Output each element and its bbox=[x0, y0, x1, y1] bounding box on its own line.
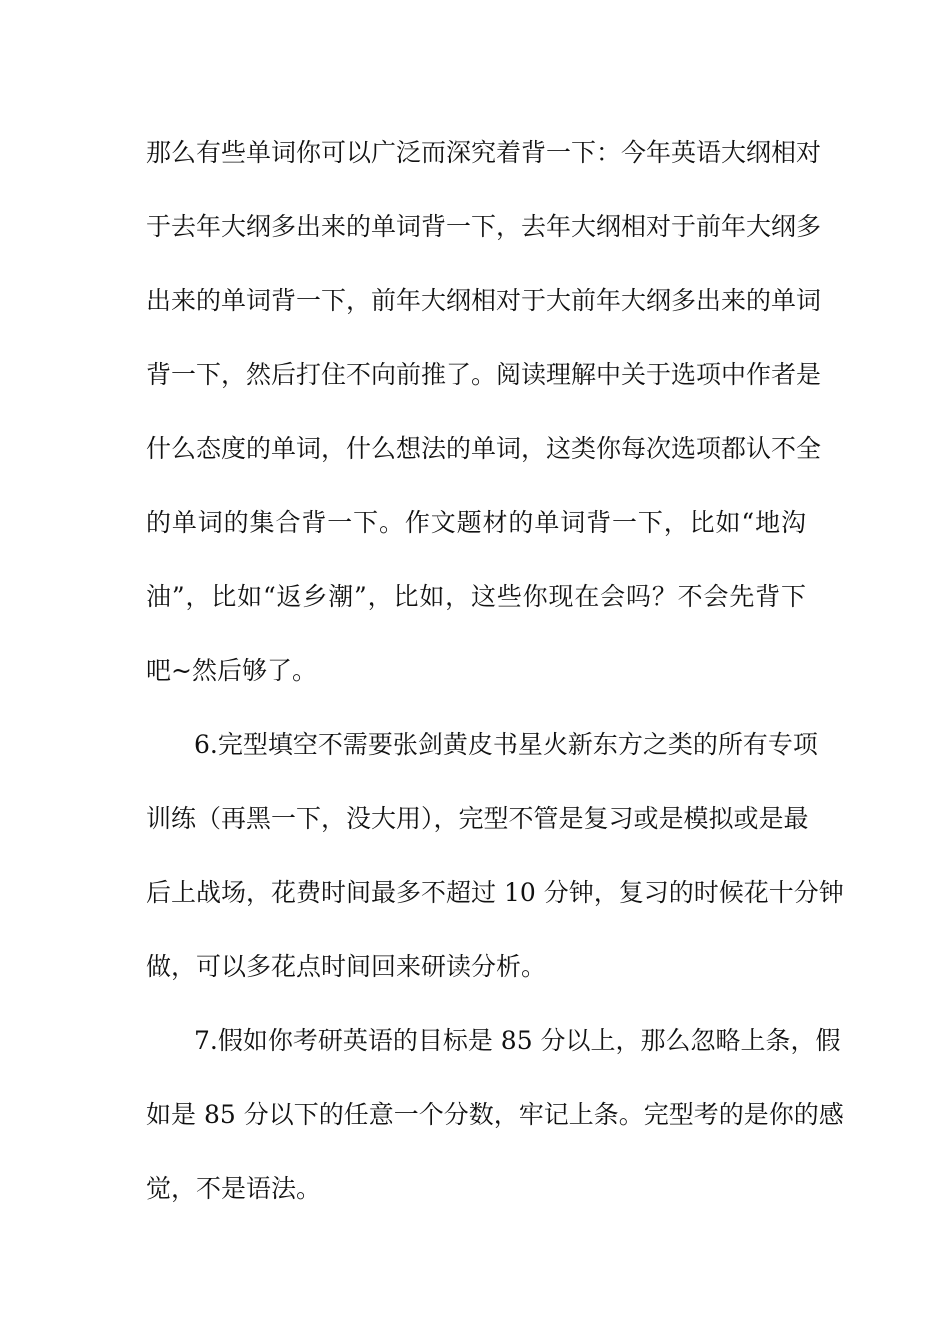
text-line: 什么态度的单词，什么想法的单词，这类你每次选项都认不全 bbox=[146, 434, 822, 463]
text-line: 如是 85 分以下的任意一个分数，牢记上条。完型考的是你的感 bbox=[146, 1100, 844, 1129]
text-line: 那么有些单词你可以广泛而深究着背一下：今年英语大纲相对 bbox=[146, 138, 822, 167]
text-line: 油”，比如“返乡潮”，比如，这些你现在会吗？不会先背下 bbox=[146, 582, 806, 611]
text-line: 于去年大纲多出来的单词背一下，去年大纲相对于前年大纲多 bbox=[146, 212, 822, 241]
text-line: 觉，不是语法。 bbox=[146, 1174, 322, 1203]
text-line: 做，可以多花点时间回来研读分析。 bbox=[146, 952, 547, 981]
text-line: 的单词的集合背一下。作文题材的单词背一下，比如“地沟 bbox=[146, 508, 806, 537]
paragraph-7-first-line: 7.假如你考研英语的目标是 85 分以上，那么忽略上条，假 bbox=[194, 1026, 841, 1055]
text-line: 后上战场，花费时间最多不超过 10 分钟，复习的时候花十分钟 bbox=[146, 878, 844, 907]
text-line: 训练（再黑一下，没大用），完型不管是复习或是模拟或是最 bbox=[146, 804, 809, 833]
text-line: 吧~然后够了。 bbox=[146, 656, 317, 685]
text-line: 背一下，然后打住不向前推了。阅读理解中关于选项中作者是 bbox=[146, 360, 822, 389]
text-line: 出来的单词背一下，前年大纲相对于大前年大纲多出来的单词 bbox=[146, 286, 822, 315]
paragraph-6-first-line: 6.完型填空不需要张剑黄皮书星火新东方之类的所有专项 bbox=[194, 730, 818, 759]
